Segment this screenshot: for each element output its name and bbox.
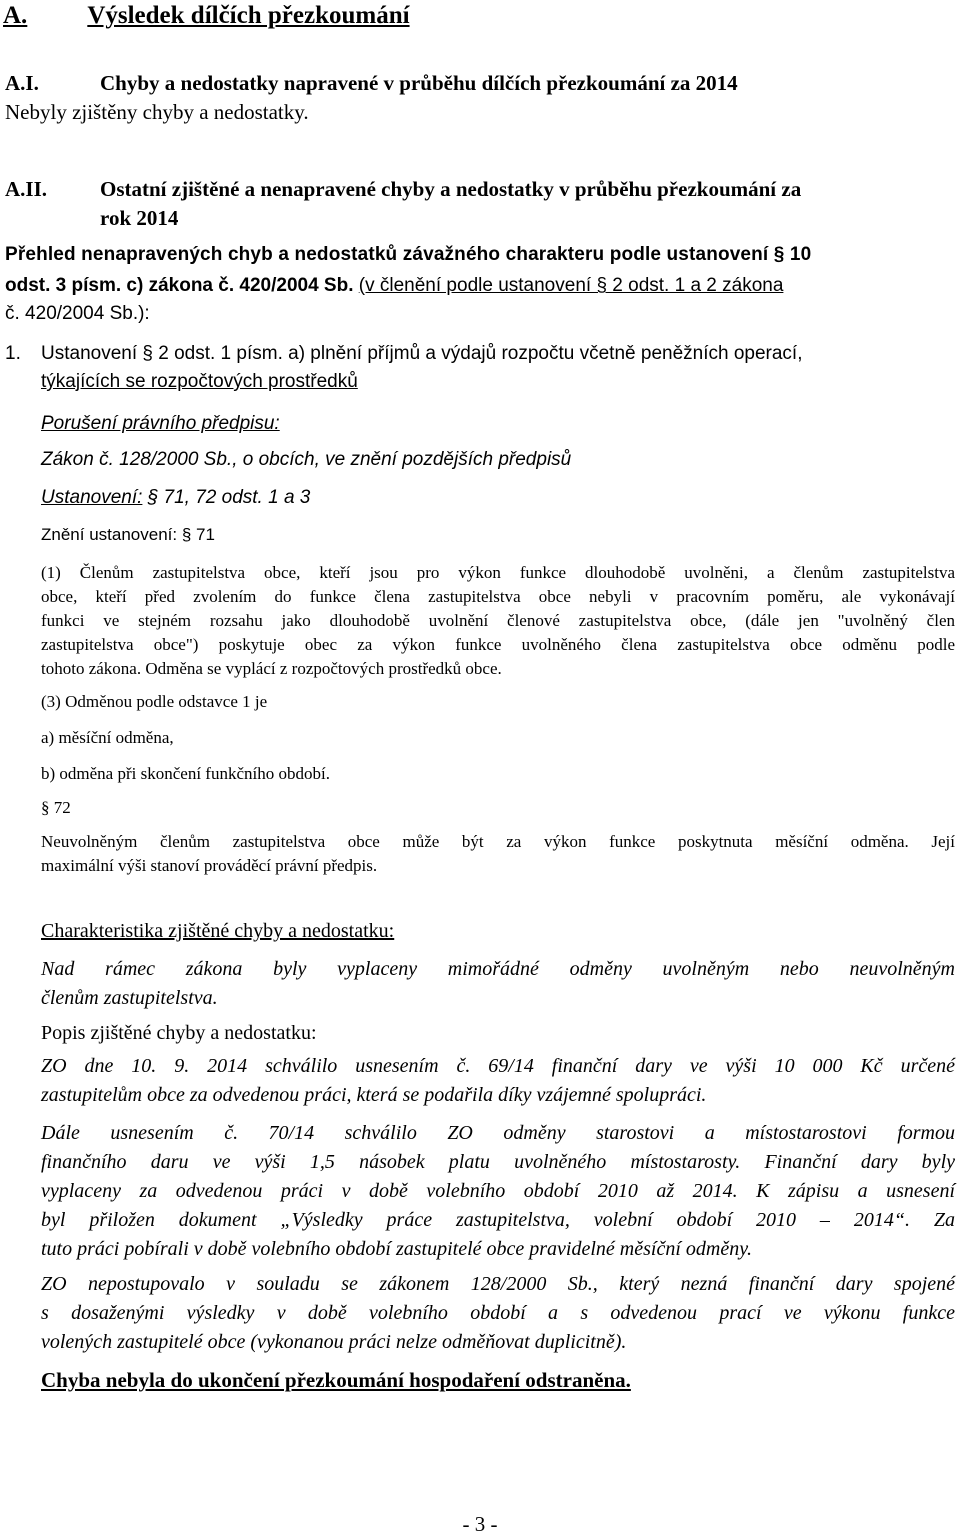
characteristic-label: Charakteristika zjištěné chyby a nedostatku: <box>41 920 395 942</box>
law-text-72-heading: § 72 <box>41 798 71 817</box>
section-a1-number: A.I. <box>5 71 39 95</box>
conclusion: Chyba nebyla do ukončení přezkoumání hospodaření odstraněna. <box>41 1368 631 1392</box>
section-a1-title: Chyby a nedostatky napravené v průběhu dílčích přezkoumání za 2014 <box>100 71 738 95</box>
characteristic-text: Nad rámec zákona byly vyplaceny mimořádné odměny uvolněným nebo neuvolněným členům zastupitelstva. <box>41 958 955 1009</box>
law-text-71-3-a: a) měsíční odměna, <box>41 728 174 747</box>
item1-heading-line2: týkajících se rozpočtových prostředků <box>41 371 358 392</box>
section-a-number: A. <box>3 2 28 29</box>
violation-label: Porušení právního předpisu: <box>41 413 280 434</box>
overview-line1: Přehled nenapravených chyb a nedostatků závažného charakteru podle ustanovení § 10 <box>5 244 812 265</box>
section-a2-title-line2: rok 2014 <box>100 206 179 230</box>
section-a2-title-line1: Ostatní zjištěné a nenapravené chyby a nedostatky v průběhu přezkoumání za <box>100 177 802 201</box>
item1-number: 1. <box>5 343 21 364</box>
law-text-71-1: (1) Členům zastupitelstva obce, kteří jsou pro výkon funkce dlouhodobě uvolněni, a členům zastupitelstva obce, kteří před zvolením do funkce člena zastupitelstva obce nebyli v pracovním poměru, ale vykonávají funkci ve stejném rozsahu jako dlouhodobě uvolnění členové zastupitelstva obce, (dále jen "uvolněný člen zastupitelstva obce") poskytuje obec za výkon funkce uvolněného člena zastupitelstva obce odměnu podle tohoto zákona. Odměna se vyplácí z rozpočtových prostředků obce. <box>41 563 955 678</box>
section-a-title: Výsledek dílčích přezkoumání <box>87 2 410 29</box>
violation-law: Zákon č. 128/2000 Sb., o obcích, ve znění pozdějších předpisů <box>41 449 572 470</box>
description-p3: ZO nepostupovalo v souladu se zákonem 128/2000 Sb., který nezná finanční dary spojené s dosaženými výsledky v době volebního období a s odvedenou prací ve výkonu funkce volených zastupitelé obce (vykonanou práci nelze odměňovat duplicitně). <box>41 1273 955 1353</box>
section-a-heading <box>3 2 410 30</box>
law-text-71-3-b: b) odměna při skončení funkčního období. <box>41 764 330 783</box>
overview-line3: č. 420/2004 Sb.): <box>5 303 150 324</box>
violation-wording: Znění ustanovení: § 71 <box>41 525 215 544</box>
section-a2-number: A.II. <box>5 177 48 201</box>
section-a1-body: Nebyly zjištěny chyby a nedostatky. <box>5 100 309 124</box>
law-text-72: Neuvolněným členům zastupitelstva obce může být za výkon funkce poskytnuta měsíční odměna. Její maximální výši stanoví prováděcí právní předpis. <box>41 832 955 875</box>
violation-provision: Ustanovení: § 71, 72 odst. 1 a 3 <box>41 487 311 508</box>
description-p2: Dále usnesením č. 70/14 schválilo ZO odměny starostovi a místostarostovi formou finančního daru ve výši 1,5 násobek platu uvolněného místostarosty. Finanční dary byly vyplaceny za odvedenou práci v době volebního období 2010 až 2014. K zápisu a usnesení byl přiložen dokument „Výsledky práce zastupitelstva, volební období 2010 – 2014“. Za tuto práci pobírali v době volebního období zastupitelé obce pravidelné měsíční odměny. <box>41 1122 955 1260</box>
description-label: Popis zjištěné chyby a nedostatku: <box>41 1022 317 1044</box>
item1-heading-line1: Ustanovení § 2 odst. 1 písm. a) plnění příjmů a výdajů rozpočtu včetně peněžních operací, <box>41 343 803 364</box>
page-number: - 3 - <box>462 1512 498 1536</box>
law-text-71-3: (3) Odměnou podle odstavce 1 je <box>41 692 268 711</box>
overview-line2: odst. 3 písm. c) zákona č. 420/2004 Sb. (v členění podle ustanovení § 2 odst. 1 a 2 zákona <box>5 275 784 296</box>
description-p1: ZO dne 10. 9. 2014 schválilo usnesením č. 69/14 finanční dary ve výši 10 000 Kč určené zastupitelům obce za odvedenou práci, která se podařila díky vzájemné spolupráci. <box>41 1055 955 1106</box>
